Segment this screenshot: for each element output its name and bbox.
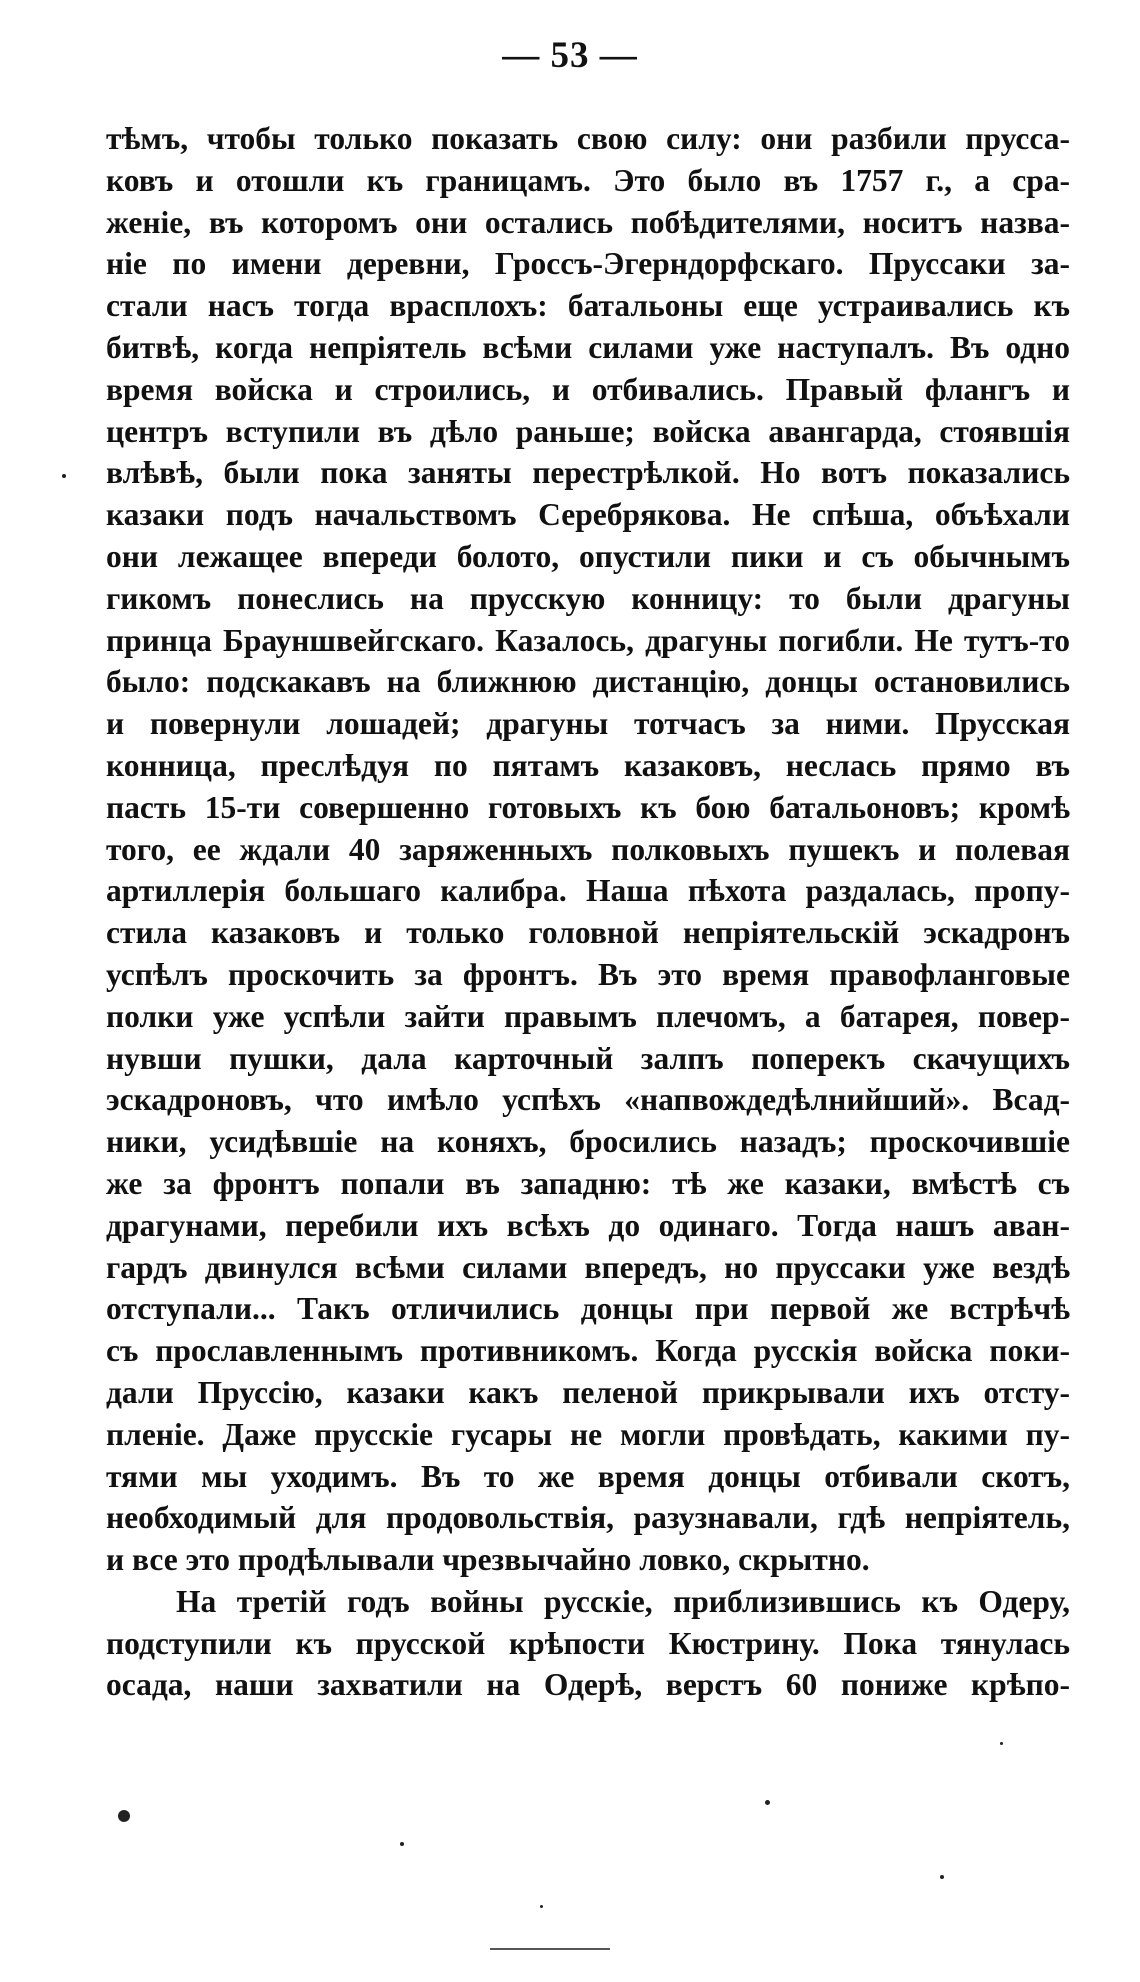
- text-line: того, ее ждали 40 заряженныхъ полковыхъ пушекъ и полевая: [106, 831, 1070, 867]
- text-line: подступили къ прусской крѣпости Кюстрину. Пока тянулась: [106, 1625, 1070, 1661]
- text-line: центръ вступили въ дѣло раньше; войска авангарда, стоявшія: [106, 413, 1070, 449]
- text-line: битвѣ, когда непріятель всѣми силами уже наступалъ. Въ одно: [106, 329, 1070, 365]
- text-line: гикомъ понеслись на прусскую конницу: то были драгуны: [106, 580, 1070, 616]
- scan-speck: [118, 1810, 130, 1822]
- text-line: эскадроновъ, что имѣло успѣхъ «напвождедѣлнийший». Всад-: [106, 1082, 1070, 1118]
- body-text: [106, 118, 1070, 1706]
- text-line: съ прославленнымъ противникомъ. Когда русскія войска поки-: [106, 1333, 1070, 1369]
- scan-speck: [940, 1875, 944, 1879]
- text-line: артиллерія большаго калибра. Наша пѣхота раздалась, пропу-: [106, 873, 1070, 909]
- text-line: осада, наши захватили на Одерѣ, верстъ 60 пониже крѣпо-: [106, 1667, 1070, 1703]
- text-line: дали Пруссію, казаки какъ пеленой прикрывали ихъ отсту-: [106, 1374, 1070, 1410]
- text-line: время войска и строились, и отбивались. Правый флангъ и: [106, 371, 1070, 407]
- text-line: тями мы уходимъ. Въ то же время донцы отбивали скотъ,: [106, 1458, 1070, 1494]
- text-line: отступали... Такъ отличились донцы при первой же встрѣчѣ: [106, 1291, 1070, 1327]
- page-number: — 53 —: [502, 35, 638, 76]
- text-line: стали насъ тогда врасплохъ: батальоны еще устраивались къ: [106, 288, 1070, 324]
- text-line: ники, усидѣвшіе на коняхъ, бросились назадъ; проскочившіе: [106, 1124, 1070, 1160]
- scan-speck: [765, 1800, 770, 1805]
- text-line: конница, преслѣдуя по пятамъ казаковъ, неслась прямо въ: [106, 747, 1070, 783]
- text-line: успѣлъ проскочить за фронтъ. Въ это время правофланговые: [106, 956, 1070, 992]
- text-line: необходимый для продовольствія, разузнавали, гдѣ непріятель,: [106, 1500, 1070, 1536]
- text-line: нувши пушки, дала карточный залпъ поперекъ скачущихъ: [106, 1040, 1070, 1076]
- text-line: тѣмъ, чтобы только показать свою силу: они разбили прусса-: [106, 121, 1070, 156]
- text-line: казаки подъ начальствомъ Серебрякова. Не спѣша, объѣхали: [106, 497, 1070, 533]
- text-line: и повернули лошадей; драгуны тотчасъ за ними. Прусская: [106, 706, 1070, 742]
- scan-speck: [540, 1905, 543, 1908]
- text-line: пленіе. Даже прусскіе гусары не могли провѣдать, какими пу-: [106, 1416, 1070, 1452]
- text-line: они лежащее впереди болото, опустили пики и съ обычнымъ: [106, 538, 1070, 574]
- scan-speck: [400, 1842, 404, 1846]
- text-line: пасть 15-ти совершенно готовыхъ къ бою батальоновъ; кромѣ: [106, 789, 1070, 825]
- text-line: же за фронтъ попали въ западню: тѣ же казаки, вмѣстѣ съ: [106, 1165, 1070, 1201]
- text-line: гардъ двинулся всѣми силами впередъ, но пруссаки уже вездѣ: [106, 1249, 1070, 1285]
- text-line: стила казаковъ и только головной непріятельскій эскадронъ: [106, 915, 1070, 951]
- text-line: было: подскакавъ на ближнюю дистанцію, донцы остановились: [106, 664, 1070, 700]
- text-line: принца Брауншвейгскаго. Казалось, драгуны погибли. Не тутъ-то: [106, 622, 1070, 658]
- text-line: и все это продѣлывали чрезвычайно ловко, скрытно.: [106, 1542, 870, 1578]
- bottom-rule: [490, 1948, 610, 1950]
- text-line: влѣвѣ, были пока заняты перестрѣлкой. Но вотъ показались: [106, 455, 1070, 491]
- text-line: ковъ и отошли къ границамъ. Это было въ 1757 г., а сра-: [106, 162, 1070, 198]
- text-line: женіе, въ которомъ они остались побѣдителями, носитъ назва-: [106, 204, 1070, 240]
- scan-speck: [62, 474, 66, 478]
- scan-speck: [1000, 1742, 1003, 1745]
- text-line: полки уже успѣли зайти правымъ плечомъ, а батарея, повер-: [106, 998, 1070, 1034]
- text-line: ніе по имени деревни, Гроссъ-Эгерндорфскаго. Пруссаки за-: [106, 246, 1070, 282]
- paragraph-start-line: На третій годъ войны русскіе, приблизившись къ Одеру,: [176, 1583, 1070, 1619]
- text-line: драгунами, перебили ихъ всѣхъ до одинаго. Тогда нашъ аван-: [106, 1207, 1070, 1243]
